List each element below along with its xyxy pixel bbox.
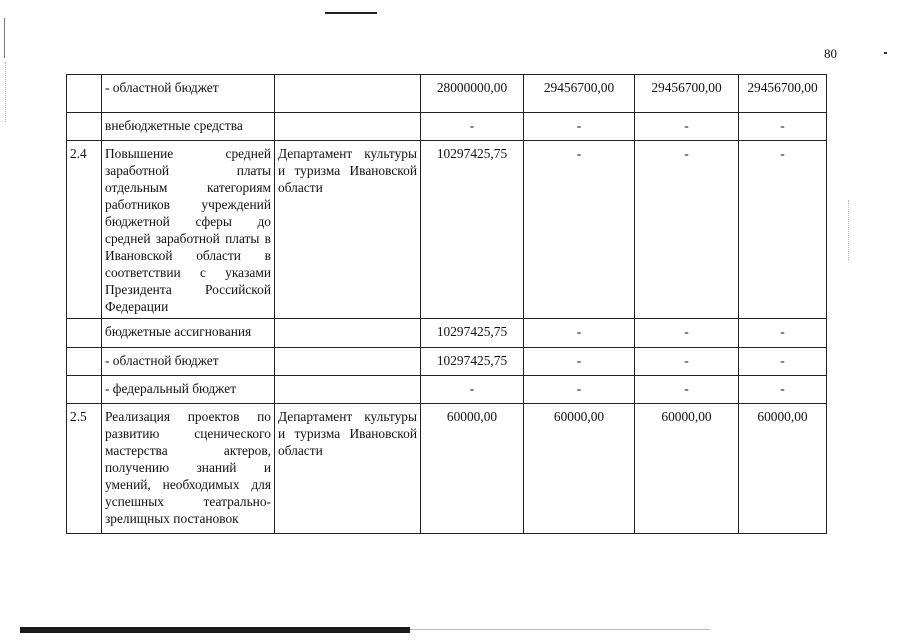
- table-row: [67, 113, 827, 141]
- row-value-2: -: [524, 376, 635, 404]
- row-value-2: -: [524, 319, 635, 348]
- row-description: - федеральный бюджет: [102, 376, 275, 404]
- row-value-3: -: [635, 113, 739, 141]
- row-value-1: -: [421, 113, 524, 141]
- row-value-1: 10297425,75: [421, 141, 524, 319]
- row-value-1: -: [421, 376, 524, 404]
- row-value-4: 60000,00: [739, 404, 827, 534]
- row-number: [67, 319, 102, 348]
- scan-margin-dots: [5, 62, 6, 122]
- row-number: [67, 376, 102, 404]
- row-description: Повышение средней заработной платы отдельным категориям работников учреждений бюджетной сферы до средней заработной платы в Ивановской области в соответствии с указами Президента Российской Федерации: [102, 141, 275, 319]
- row-value-3: -: [635, 141, 739, 319]
- table-row: [67, 376, 827, 404]
- table-row: [67, 75, 827, 113]
- row-responsible: [275, 348, 421, 376]
- row-value-1: 60000,00: [421, 404, 524, 534]
- scan-margin-mark: [4, 18, 5, 58]
- row-description: Реализация проектов по развитию сценического мастерства актеров, получению знаний и умений, необходимых для успешных театрально-зрелищных постановок: [102, 404, 275, 534]
- scan-speck: [884, 52, 887, 54]
- row-value-3: -: [635, 319, 739, 348]
- row-responsible: [275, 113, 421, 141]
- row-value-2: 29456700,00: [524, 75, 635, 113]
- row-description: - областной бюджет: [102, 75, 275, 113]
- row-description: - областной бюджет: [102, 348, 275, 376]
- page-number: 80: [824, 46, 837, 61]
- row-value-2: -: [524, 141, 635, 319]
- scan-artifact-dots: [848, 200, 849, 260]
- table-row: [67, 319, 827, 348]
- row-value-2: -: [524, 113, 635, 141]
- row-responsible: Департамент культуры и туризма Ивановской области: [275, 141, 421, 319]
- row-responsible: Департамент культуры и туризма Ивановской области: [275, 404, 421, 534]
- row-responsible: [275, 75, 421, 113]
- row-value-4: -: [739, 319, 827, 348]
- row-value-1: 10297425,75: [421, 319, 524, 348]
- row-value-4: -: [739, 141, 827, 319]
- row-number: [67, 75, 102, 113]
- row-value-3: -: [635, 376, 739, 404]
- row-responsible: [275, 319, 421, 348]
- row-value-2: -: [524, 348, 635, 376]
- table-row: [67, 404, 827, 534]
- row-value-3: 29456700,00: [635, 75, 739, 113]
- row-value-4: -: [739, 113, 827, 141]
- scan-bottom-bar: [20, 627, 410, 633]
- row-value-4: 29456700,00: [739, 75, 827, 113]
- row-number: 2.4: [67, 141, 102, 319]
- row-value-3: 60000,00: [635, 404, 739, 534]
- row-description: внебюджетные средства: [102, 113, 275, 141]
- row-value-1: 28000000,00: [421, 75, 524, 113]
- row-responsible: [275, 376, 421, 404]
- row-value-3: -: [635, 348, 739, 376]
- row-number: [67, 113, 102, 141]
- row-description: бюджетные ассигнования: [102, 319, 275, 348]
- row-value-4: -: [739, 376, 827, 404]
- row-value-2: 60000,00: [524, 404, 635, 534]
- row-number: [67, 348, 102, 376]
- row-value-1: 10297425,75: [421, 348, 524, 376]
- scan-bottom-line: [410, 629, 710, 630]
- header-rule: [325, 12, 377, 14]
- budget-table: [66, 74, 827, 534]
- table-row: [67, 141, 827, 319]
- row-value-4: -: [739, 348, 827, 376]
- row-number: 2.5: [67, 404, 102, 534]
- table-row: [67, 348, 827, 376]
